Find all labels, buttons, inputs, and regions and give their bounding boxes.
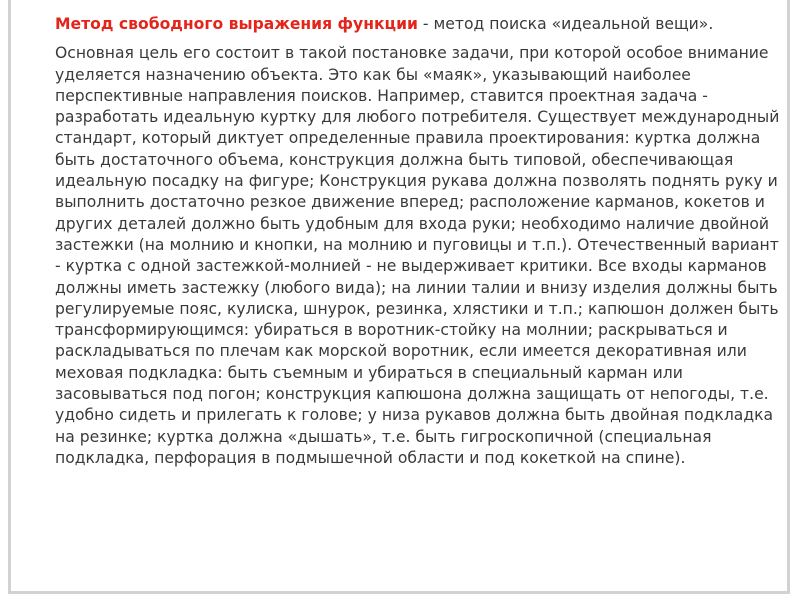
heading-paragraph	[55, 14, 780, 35]
slide-content	[55, 14, 780, 469]
heading-term: Метод свободного выражения функции	[55, 15, 418, 33]
heading-definition: - метод поиска «идеальной вещи».	[417, 15, 714, 33]
body-paragraph: Основная цель его состоит в такой постановке задачи, при которой особое внимание уделяется назначению объекта. Это как бы «маяк», указывающий наиболее перспективные направления поисков. Например, ставится проектная задача - разработать идеальную куртку для любого потребителя. Существует международный стандарт, который диктует определенные правила проектирования: куртка должна быть достаточного объема, конструкция должна быть типовой, обеспечивающая идеальную посадку на фигуре; Конструкция рукава должна позволять поднять руку и выполнить достаточно резкое движение вперед; расположение карманов, кокетов и других деталей должно быть удобным для входа руки; необходимо наличие двойной застежки (на молнию и кнопки, на молнию и пуговицы и т.п.). Отечественный вариант - куртка с одной застежкой-молнией - не выдерживает критики. Все входы карманов должны иметь застежку (любого вида); на линии талии и внизу изделия должны быть регулируемые пояс, кулиска, шнурок, резинка, хлястики и т.п.; капюшон должен быть трансформирующимся: убираться в воротник-стойку на молнии; раскрываться и раскладываться по плечам как морской воротник, если имеется декоративная или меховая подкладка: быть съемным и убираться в специальный карман или засовываться под погон; конструкция капюшона должна защищать от непогоды, т.е. удобно сидеть и прилегать к голове; у низа рукавов должна быть двойная подкладка на резинке; куртка должна «дышать», т.е. быть гигроскопичной (специальная подкладка, перфорация в подмышечной области и под кокеткой на спине).	[55, 44, 780, 467]
